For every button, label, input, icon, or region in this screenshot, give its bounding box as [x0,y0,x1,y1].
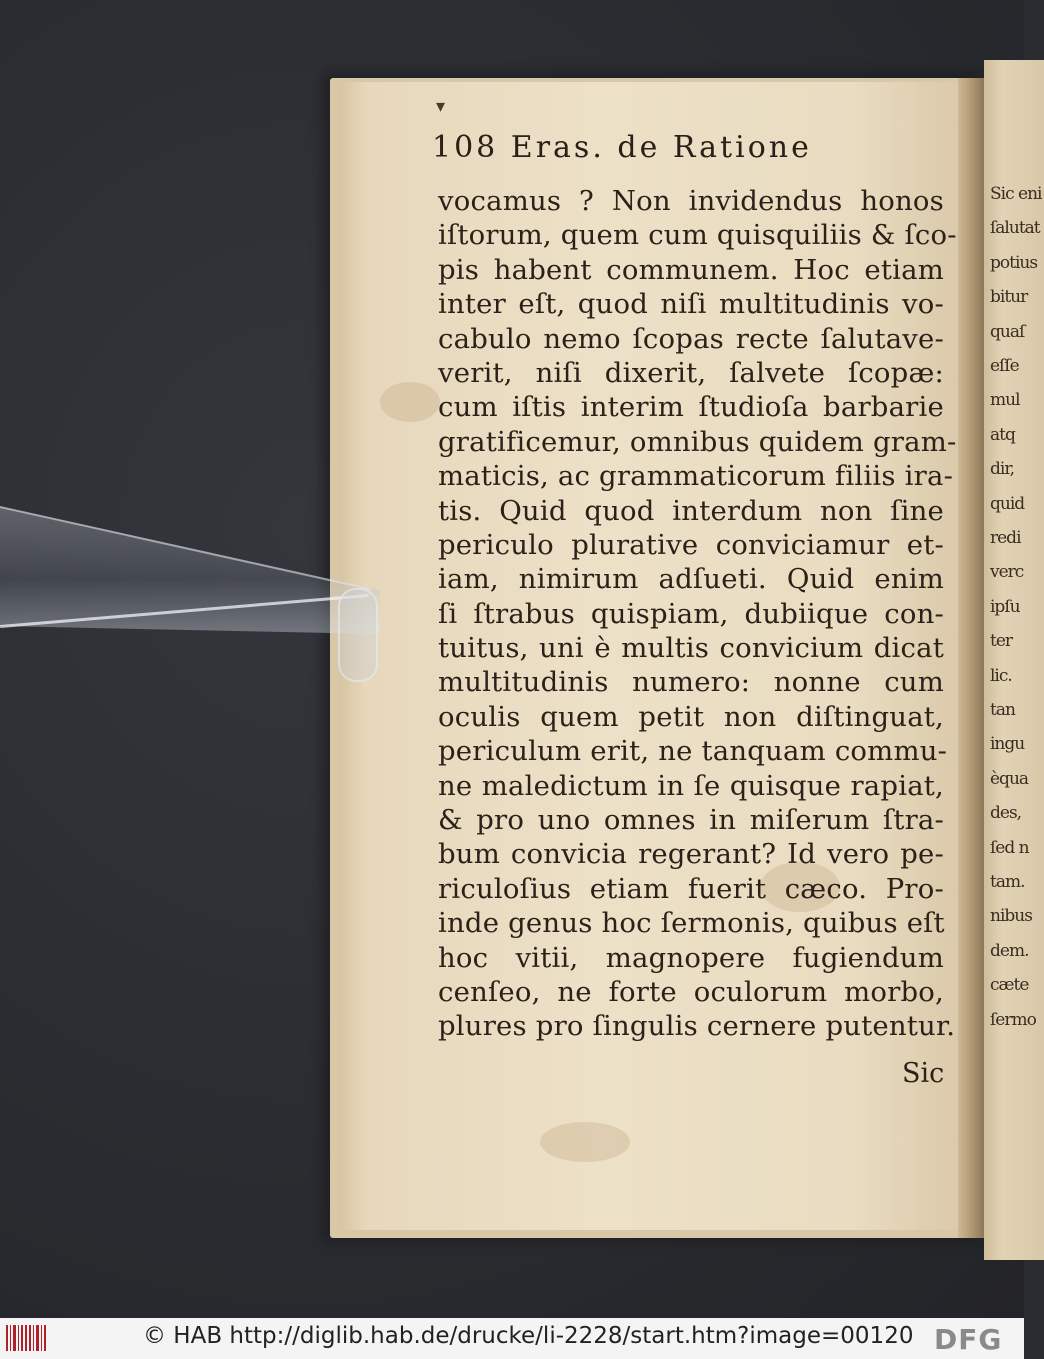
catchword: Sic [902,1058,945,1089]
book-gutter [958,78,984,1238]
printer-mark: ▾ [436,96,446,117]
facing-page-fragment: atq [990,424,1015,445]
text-line: tuitus, uni è multis convicium dicat [438,632,944,665]
facing-page-fragment: lic. [990,665,1012,686]
facing-page-fragment: tan [990,700,1015,720]
facing-page-fragment: quaſ [990,321,1025,342]
facing-page [984,60,1044,1260]
facing-page-fragment: potius [990,252,1038,273]
facing-page-fragment: dem. [990,940,1029,961]
text-line: periculo plurative conviciamur et- [438,528,944,561]
text-line: & pro uno omnes in miſerum ſtra- [438,804,944,837]
text-line: gratificemur, omnibus quidem gram- [438,425,957,458]
text-block [438,184,957,1044]
facing-page-fragment: redi [990,528,1021,548]
copyright-link[interactable]: © HAB http://diglib.hab.de/drucke/li-2228/start.htm?image=00120 [143,1323,914,1349]
foxing-spot [380,382,440,422]
facing-page-fragment: eſſe [990,356,1019,376]
facing-page-fragment: ingu [990,734,1025,755]
facing-page-fragment: èqua [990,768,1029,789]
facing-page-fragment: des, [990,803,1022,824]
foxing-spot [540,1122,630,1162]
text-line: oculis quem petit non diſtinguat, [438,700,944,733]
facing-page-fragment: ſermo [990,1009,1036,1030]
text-line: cum iſtis interim ſtudioſa barbarie [438,391,944,424]
text-line: bum convicia regerant? Id vero pe- [438,838,944,871]
barcode-icon [6,1325,46,1351]
facing-page-fragment: dir, [990,459,1014,480]
facing-page-fragment: ipſu [990,596,1020,617]
text-line: tis. Quid quod interdum non ſine [438,494,944,527]
text-line: cenſeo, ne forte oculorum morbo, [438,975,944,1008]
glass-holder-tip [338,588,378,682]
text-line: maticis, ac grammaticorum filiis ira- [438,460,954,493]
facing-page-fragment: ſed n [990,837,1029,858]
text-line: iam, nimirum adſueti. Quid enim [438,563,944,596]
facing-page-fragment: mul [990,390,1020,411]
footer-bar [0,1318,1024,1359]
text-line: iſtorum, quem cum quisquiliis & ſco- [438,219,957,252]
facing-page-fragment: cæte [990,975,1029,996]
facing-page-fragment: tam. [990,872,1025,892]
text-line: pis habent communem. Hoc etiam [438,253,944,286]
text-line: periculum erit, ne tanquam commu- [438,735,948,768]
text-line: hoc vitii, magnopere fugiendum [438,941,944,974]
facing-page-fragment: bitur [990,287,1028,308]
text-line: multitudinis numero: nonne cum [438,666,944,699]
text-line: inter eſt, quod niſi multitudinis vo- [438,288,944,321]
running-header: 108 Eras. de Ratione [432,130,812,165]
facing-page-fragment: nibus [990,906,1032,927]
facing-page-fragment: Sic eni [990,184,1042,204]
text-line: vocamus ? Non invidendus honos [438,185,944,217]
facing-page-fragment: ter [990,631,1013,652]
text-line: cabulo nemo ſcopas recte ſalutave- [438,322,944,355]
text-line: ne maledictum in ſe quisque rapiat, [438,769,944,802]
text-line: ſi ſtrabus quispiam, dubiique con- [438,597,944,630]
text-line: inde genus hoc ſermonis, quibus eſt [438,907,945,940]
text-line: riculoſius etiam fuerit cæco. Pro- [438,872,944,905]
text-line: plures pro ſingulis cernere putentur. [438,1010,956,1043]
facing-page-fragment: ſalutat [990,218,1040,239]
facing-page-fragment: verc [990,562,1024,583]
facing-page-fragment: quid [990,493,1025,514]
text-line: verit, niſi dixerit, ſalvete ſcopæ: [438,356,944,389]
dfg-logo: DFG [934,1323,1003,1356]
